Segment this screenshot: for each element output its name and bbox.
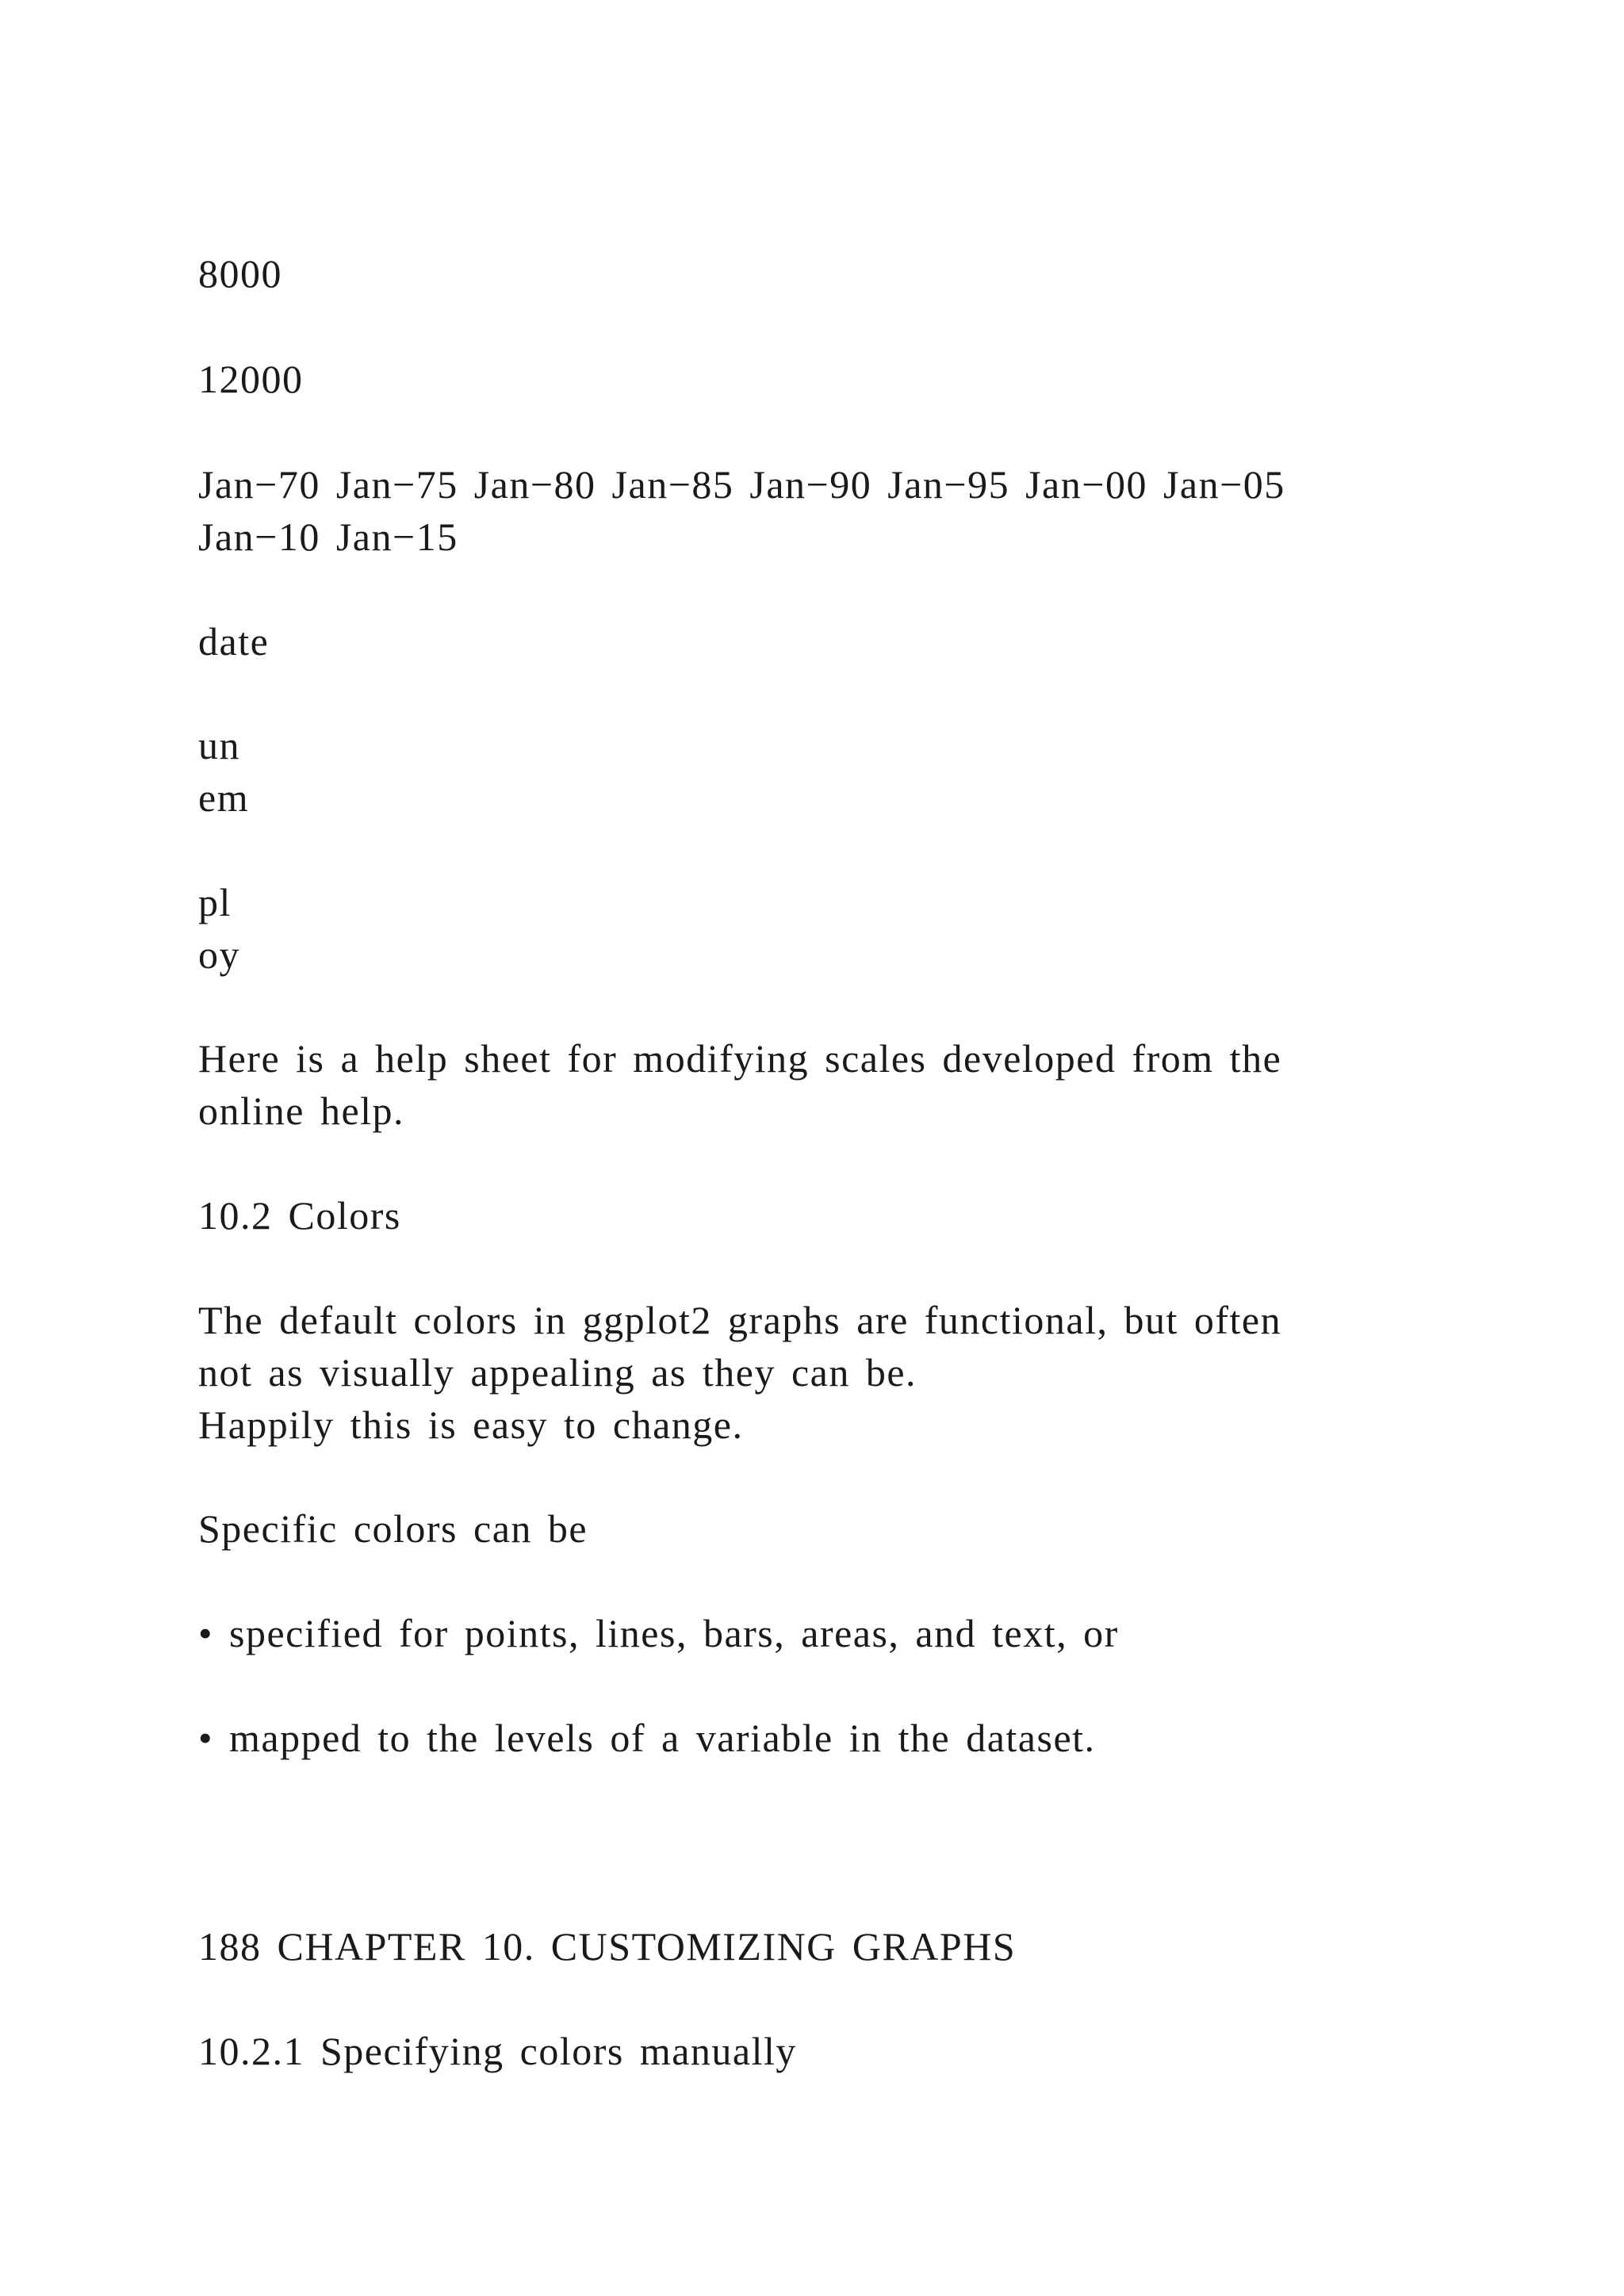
bullet-item: • mapped to the levels of a variable in the dataset. <box>198 1716 1096 1760</box>
axis-title-fragment: pl <box>198 880 232 924</box>
colors-paragraph-line: The default colors in ggplot2 graphs are functional, but often <box>198 1298 1282 1342</box>
specific-colors-intro: Specific colors can be <box>198 1506 588 1551</box>
axis-title-fragment: em <box>198 775 250 820</box>
date-tick-labels: Jan−70 Jan−75 Jan−80 Jan−85 Jan−90 Jan−95 Jan−00 Jan−05 <box>198 462 1285 507</box>
intro-paragraph-line: online help. <box>198 1089 405 1133</box>
axis-title-x: date <box>198 619 270 664</box>
intro-paragraph-line: Here is a help sheet for modifying scales developed from the <box>198 1036 1282 1081</box>
colors-paragraph-line: Happily this is easy to change. <box>198 1402 744 1447</box>
section-heading: 10.2 Colors <box>198 1193 401 1238</box>
bullet-item: • specified for points, lines, bars, areas, and text, or <box>198 1611 1119 1655</box>
axis-tick-label: 8000 <box>198 251 282 296</box>
axis-title-fragment: oy <box>198 932 240 977</box>
colors-paragraph-line: not as visually appealing as they can be. <box>198 1350 917 1395</box>
date-tick-labels: Jan−10 Jan−15 <box>198 515 458 559</box>
axis-tick-label: 12000 <box>198 357 304 401</box>
axis-title-fragment: un <box>198 723 240 767</box>
running-header: 188 CHAPTER 10. CUSTOMIZING GRAPHS <box>198 1924 1017 1969</box>
subsection-heading: 10.2.1 Specifying colors manually <box>198 2029 797 2073</box>
